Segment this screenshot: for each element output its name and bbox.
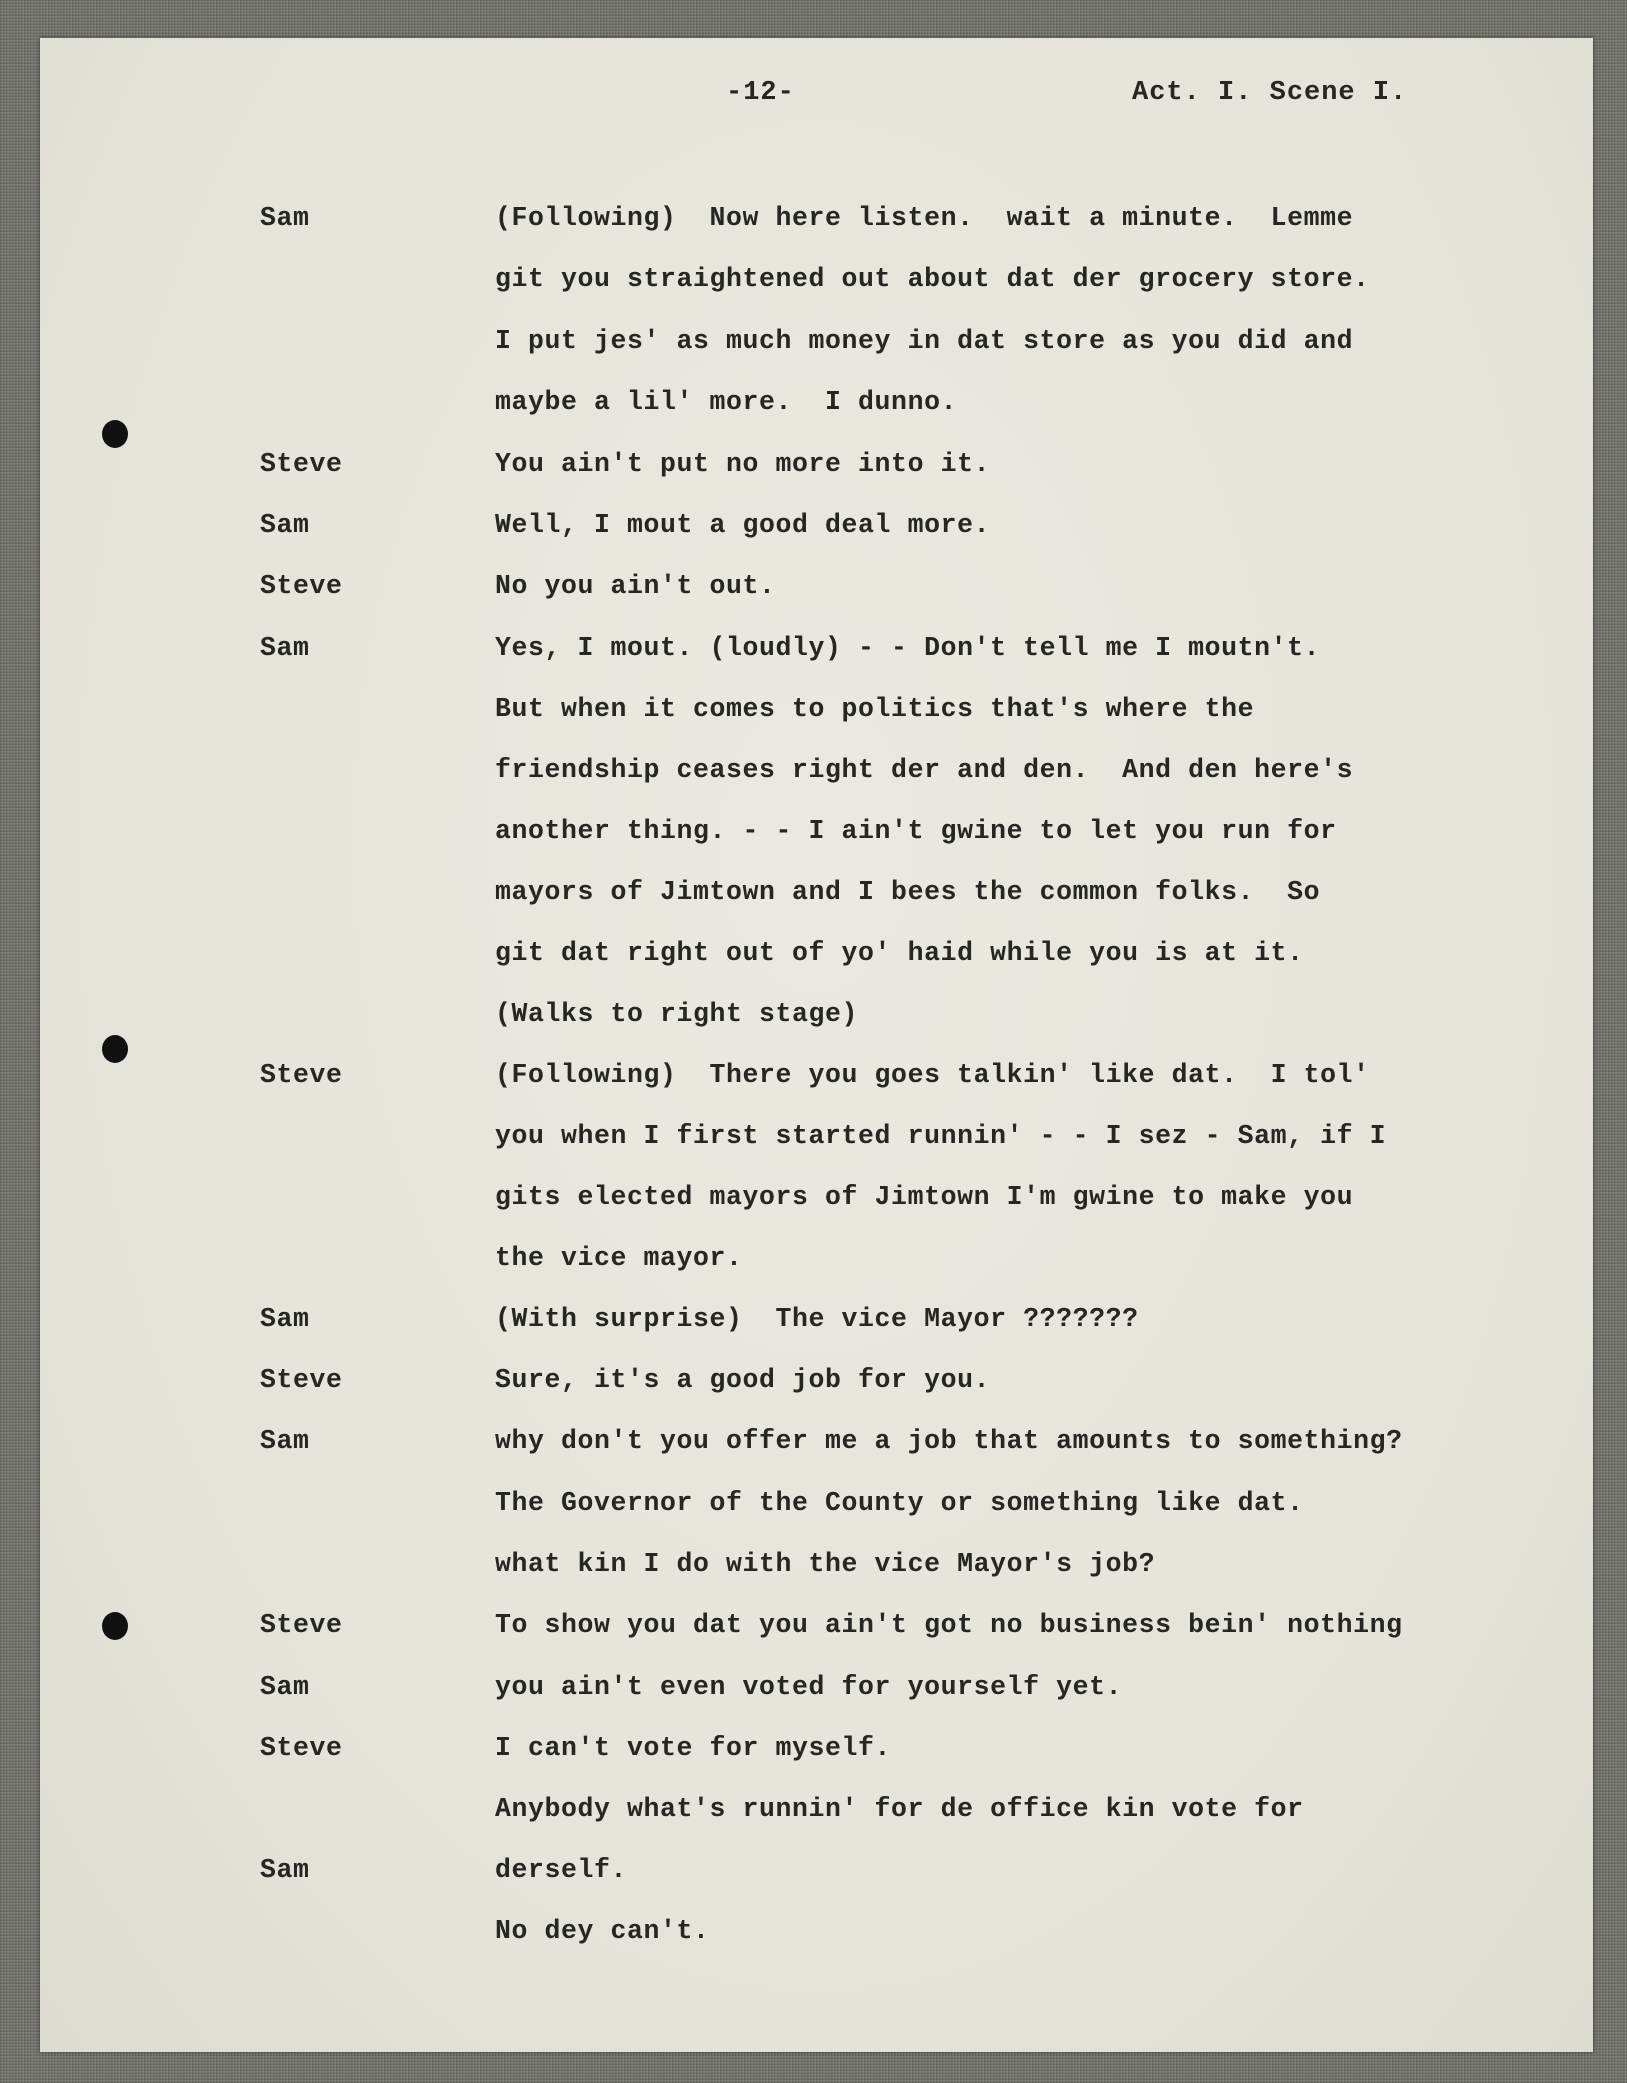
speaker-name: Sam xyxy=(260,633,310,663)
dialogue-line: Anybody what's runnin' for de office kin vote for xyxy=(495,1794,1304,1824)
dialogue-line: The Governor of the County or something like dat. xyxy=(495,1488,1304,1518)
dialogue-line: No you ain't out. xyxy=(495,571,776,601)
dialogue-line: You ain't put no more into it. xyxy=(495,449,991,479)
scene-heading: Act. I. Scene I. xyxy=(1132,78,1408,108)
dialogue-line: I put jes' as much money in dat store as you did and xyxy=(495,326,1354,356)
dialogue-line: I can't vote for myself. xyxy=(495,1733,892,1763)
dialogue-line: (Following) There you goes talkin' like dat. I tol' xyxy=(495,1060,1370,1090)
dialogue-line: maybe a lil' more. I dunno. xyxy=(495,387,958,417)
speaker-name: Sam xyxy=(260,203,310,233)
dialogue-line: friendship ceases right der and den. And den here's xyxy=(495,755,1354,785)
speaker-name: Steve xyxy=(260,449,343,479)
dialogue-line: Sure, it's a good job for you. xyxy=(495,1365,991,1395)
punch-hole xyxy=(102,1612,128,1640)
punch-hole xyxy=(102,420,128,448)
dialogue-line: another thing. - - I ain't gwine to let you run for xyxy=(495,816,1337,846)
dialogue-line: mayors of Jimtown and I bees the common folks. So xyxy=(495,877,1321,907)
speaker-name: Steve xyxy=(260,1733,343,1763)
dialogue-line: derself. xyxy=(495,1855,628,1885)
dialogue-line: why don't you offer me a job that amounts to something? xyxy=(495,1426,1403,1456)
dialogue-line: git dat right out of yo' haid while you is at it. xyxy=(495,938,1304,968)
dialogue-line: But when it comes to politics that's where the xyxy=(495,694,1255,724)
dialogue-line: (Walks to right stage) xyxy=(495,999,859,1029)
dialogue-line: you when I first started runnin' - - I sez - Sam, if I xyxy=(495,1121,1387,1151)
dialogue-line: you ain't even voted for yourself yet. xyxy=(495,1672,1123,1702)
dialogue-line: the vice mayor. xyxy=(495,1243,743,1273)
dialogue-line: (With surprise) The vice Mayor ??????? xyxy=(495,1304,1139,1334)
speaker-name: Sam xyxy=(260,1855,310,1885)
page-number: -12- xyxy=(726,78,795,108)
speaker-name: Sam xyxy=(260,510,310,540)
typescript-page xyxy=(40,38,1593,2052)
dialogue-line: Well, I mout a good deal more. xyxy=(495,510,991,540)
dialogue-line: Yes, I mout. (loudly) - - Don't tell me I moutn't. xyxy=(495,633,1321,663)
dialogue-line: gits elected mayors of Jimtown I'm gwine to make you xyxy=(495,1182,1354,1212)
dialogue-line: git you straightened out about dat der grocery store. xyxy=(495,264,1370,294)
speaker-name: Steve xyxy=(260,1610,343,1640)
dialogue-line: what kin I do with the vice Mayor's job? xyxy=(495,1549,1156,1579)
speaker-name: Sam xyxy=(260,1426,310,1456)
dialogue-line: (Following) Now here listen. wait a minute. Lemme xyxy=(495,203,1354,233)
speaker-name: Steve xyxy=(260,571,343,601)
speaker-name: Steve xyxy=(260,1365,343,1395)
dialogue-line: No dey can't. xyxy=(495,1916,710,1946)
speaker-name: Sam xyxy=(260,1304,310,1334)
speaker-name: Sam xyxy=(260,1672,310,1702)
speaker-name: Steve xyxy=(260,1060,343,1090)
punch-hole xyxy=(102,1035,128,1063)
dialogue-line: To show you dat you ain't got no business bein' nothing xyxy=(495,1610,1403,1640)
